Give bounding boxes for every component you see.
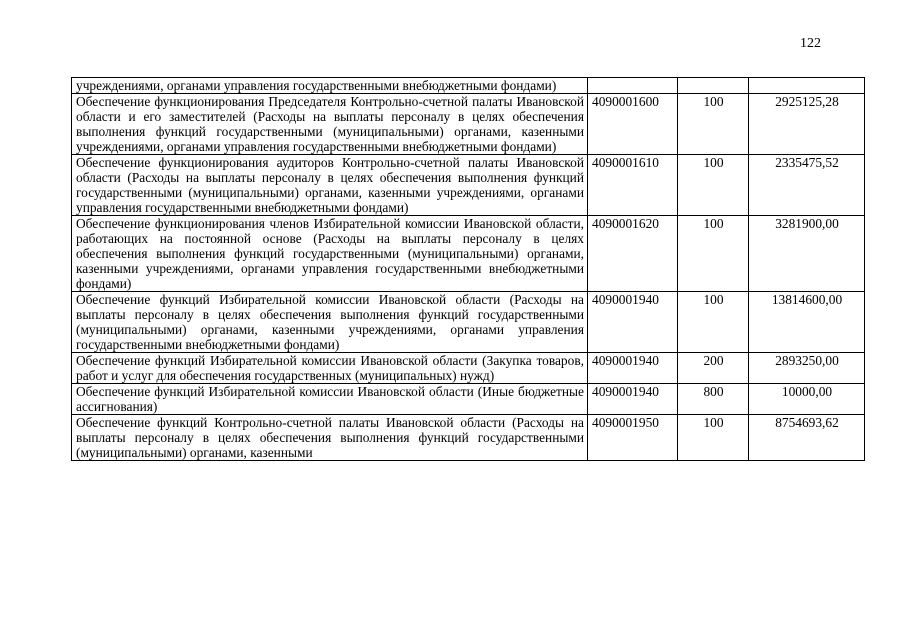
amount-cell: 10000,00 — [749, 384, 865, 415]
amount-cell — [749, 78, 865, 94]
row-description: Обеспечение функционирования аудиторов Контрольно-счетной палаты Ивановской области (Расходы на выплаты персоналу в целях обеспечения выполнения функций государственными (муниципальными) органами, казенными учреждениями, органами управления государственными внебюджетными фондами) — [72, 155, 588, 216]
target-article-code: 4090001940 — [588, 292, 678, 353]
target-article-code: 4090001940 — [588, 353, 678, 384]
table-row — [72, 155, 865, 216]
table-row — [72, 353, 865, 384]
table-row — [72, 384, 865, 415]
amount-cell: 13814600,00 — [749, 292, 865, 353]
table-row — [72, 94, 865, 155]
expense-type-code: 100 — [678, 216, 749, 292]
row-description: Обеспечение функций Избирательной комиссии Ивановской области (Иные бюджетные ассигнования) — [72, 384, 588, 415]
amount-cell: 2335475,52 — [749, 155, 865, 216]
table-row — [72, 292, 865, 353]
budget-table — [71, 77, 865, 461]
expense-type-code: 100 — [678, 292, 749, 353]
amount-cell: 8754693,62 — [749, 415, 865, 461]
table-row — [72, 216, 865, 292]
page-number: 122 — [800, 36, 821, 51]
row-description: Обеспечение функций Контрольно-счетной палаты Ивановской области (Расходы на выплаты персоналу в целях обеспечения выполнения функций государственными (муниципальными) органами, казенными — [72, 415, 588, 461]
table-row — [72, 78, 865, 94]
row-description: Обеспечение функционирования членов Избирательной комиссии Ивановской области, работающих на постоянной основе (Расходы на выплаты персоналу в целях обеспечения выполнения функций государственными (муниципальными) органами, казенными учреждениями, органами управления государственными внебюджетными фондами) — [72, 216, 588, 292]
expense-type-code: 100 — [678, 415, 749, 461]
target-article-code — [588, 78, 678, 94]
row-description: Обеспечение функций Избирательной комиссии Ивановской области (Расходы на выплаты персоналу в целях обеспечения выполнения функций государственными (муниципальными) органами, казенными учреждениями, органами управления государственными внебюджетными фондами) — [72, 292, 588, 353]
amount-cell: 3281900,00 — [749, 216, 865, 292]
expense-type-code — [678, 78, 749, 94]
row-description: Обеспечение функций Избирательной комиссии Ивановской области (Закупка товаров, работ и услуг для обеспечения государственных (муниципальных) нужд) — [72, 353, 588, 384]
expense-type-code: 200 — [678, 353, 749, 384]
expense-type-code: 800 — [678, 384, 749, 415]
target-article-code: 4090001950 — [588, 415, 678, 461]
target-article-code: 4090001620 — [588, 216, 678, 292]
amount-cell: 2925125,28 — [749, 94, 865, 155]
amount-cell: 2893250,00 — [749, 353, 865, 384]
row-description: учреждениями, органами управления государственными внебюджетными фондами) — [72, 78, 588, 94]
target-article-code: 4090001610 — [588, 155, 678, 216]
expense-type-code: 100 — [678, 94, 749, 155]
target-article-code: 4090001940 — [588, 384, 678, 415]
row-description: Обеспечение функционирования Председателя Контрольно-счетной палаты Ивановской области и его заместителей (Расходы на выплаты персоналу в целях обеспечения выполнения функций государственными (муниципальными) органами, казенными учреждениями, органами управления государственными внебюджетными фондами) — [72, 94, 588, 155]
target-article-code: 4090001600 — [588, 94, 678, 155]
expense-type-code: 100 — [678, 155, 749, 216]
table-row — [72, 415, 865, 461]
